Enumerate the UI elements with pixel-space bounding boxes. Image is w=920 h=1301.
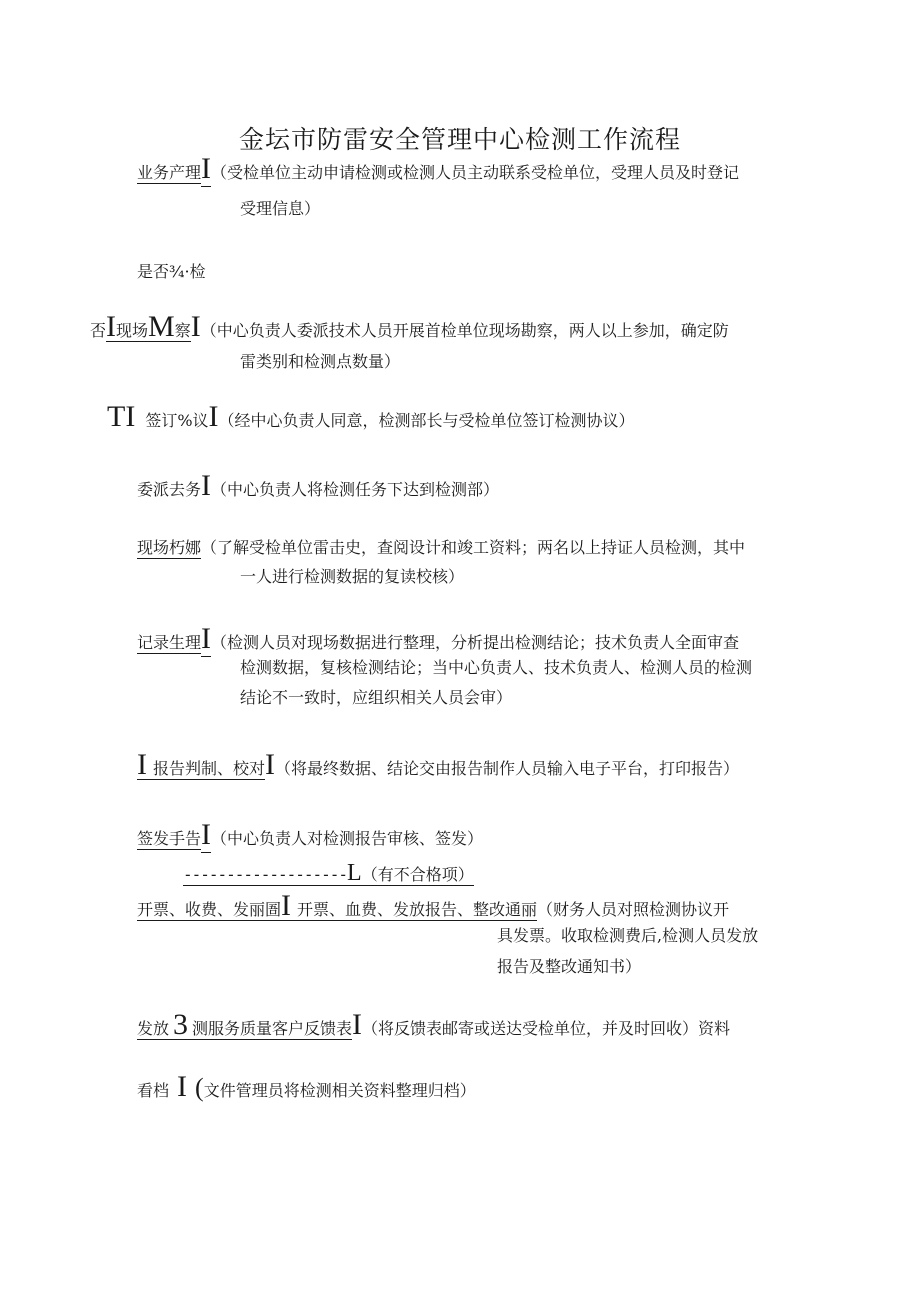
step-sign-agreement xyxy=(107,402,635,432)
branch-dash-line: ------------------- xyxy=(183,865,348,884)
page-title: 金坛市防雷安全管理中心检测工作流程 xyxy=(238,125,681,154)
step-feedback-label-2: 测服务质量客户反馈表 xyxy=(192,1019,353,1038)
step-field-test-label: 现场朽娜 xyxy=(137,538,202,557)
step-sign-agreement-mark-t: TI xyxy=(107,400,136,433)
step-archive-mark: I xyxy=(177,1070,188,1103)
step-record-process-label: 记录生理 xyxy=(137,633,202,652)
step-feedback-mark-3: 3 xyxy=(173,1008,189,1041)
step-site-survey xyxy=(90,312,729,342)
step-site-survey-desc-cont: 雷类别和检测点数量） xyxy=(240,352,401,371)
step-site-survey-mark-1: I xyxy=(106,310,117,343)
step-archive-paren: ( xyxy=(195,1073,204,1102)
step-assign-task xyxy=(137,471,499,501)
step-assign-task-label: 委派去务 xyxy=(137,480,202,499)
step-record-process-mark: I xyxy=(201,622,212,655)
step-issue-report-desc: （中心负责人对检测报告审核、签发） xyxy=(211,829,484,848)
step-record-process-desc-3: 结论不一致时，应组织相关人员会审） xyxy=(240,688,513,707)
step-assign-task-mark: I xyxy=(201,469,212,502)
step-site-survey-mark-2: I xyxy=(190,310,201,343)
step-archive xyxy=(137,1072,476,1103)
branch-no-label: 否 xyxy=(90,321,107,340)
branch-mark: L xyxy=(347,860,362,886)
step-intake-desc: （受检单位主动申请检测或检测人员主动联系受检单位，受理人员及时登记 xyxy=(211,163,740,182)
step-issue-report-label: 签发手告 xyxy=(137,829,202,848)
step-record-process-desc: （检测人员对现场数据进行整理，分析提出检测结论；技术负责人全面审查 xyxy=(211,633,740,652)
step-site-survey-desc: （中心负责人委派技术人员开展首检单位现场勘察，两人以上参加，确定防 xyxy=(200,321,729,340)
step-report-compile-mark-2: I xyxy=(265,748,276,781)
step-feedback-form xyxy=(137,1010,730,1040)
step-first-inspection-question: 是否¾·检 xyxy=(137,262,206,281)
step-billing-mark: I xyxy=(281,889,292,922)
step-archive-desc: 文件管理员将检测相关资料整理归档） xyxy=(203,1081,476,1100)
step-site-survey-mark-m: M xyxy=(148,310,175,343)
step-site-survey-label-2: 察 xyxy=(174,321,191,340)
step-site-survey-label-1: 现场 xyxy=(116,321,149,340)
step-intake-mark: I xyxy=(201,152,212,185)
branch-unqualified xyxy=(183,858,474,888)
step-report-compile-mark-1: I xyxy=(137,748,147,781)
step-feedback-desc: （将反馈表邮寄或送达受检单位，并及时回收）资料 xyxy=(362,1019,731,1038)
step-intake-label: 业务产理 xyxy=(137,163,202,182)
step-report-compile-desc: （将最终数据、结论交由报告制作人员输入电子平台，打印报告） xyxy=(275,759,740,778)
step-intake xyxy=(137,154,739,184)
step-feedback-mark: I xyxy=(352,1008,363,1041)
branch-unqualified-text: （有不合格项） xyxy=(361,865,474,884)
step-sign-agreement-mark: I xyxy=(208,400,219,433)
step-issue-report xyxy=(137,820,483,850)
step-billing-desc-3: 报告及整改通知书） xyxy=(497,957,642,976)
step-billing xyxy=(137,891,729,921)
step-sign-agreement-label: 签订%议 xyxy=(145,411,209,430)
step-billing-desc: （财务人员对照检测协议开 xyxy=(537,900,730,919)
step-archive-label: 看档 xyxy=(137,1081,170,1100)
step-field-test-desc-cont: 一人进行检测数据的复读校核） xyxy=(240,567,465,586)
step-field-test xyxy=(137,538,745,558)
step-feedback-label-1: 发放 xyxy=(137,1019,170,1038)
step-record-process-desc-2: 检测数据，复核检测结论；当中心负责人、技术负责人、检测人员的检测 xyxy=(240,658,753,677)
step-field-test-desc: （了解受检单位雷击史，查阅设计和竣工资料；两名以上持证人员检测，其中 xyxy=(201,538,746,557)
step-report-compile xyxy=(137,750,739,780)
step-record-process xyxy=(137,624,739,654)
step-report-compile-label: 报告判制、校对 xyxy=(153,759,266,778)
step-sign-agreement-desc: （经中心负责人同意，检测部长与受检单位签订检测协议） xyxy=(218,411,635,430)
step-billing-desc-2: 具发票。收取检测费后,检测人员发放 xyxy=(497,926,759,945)
step-intake-desc-cont: 受理信息） xyxy=(240,199,321,218)
step-issue-report-mark: I xyxy=(201,818,212,851)
step-billing-label-2: 开票、血费、发放报告、整改通丽 xyxy=(297,900,538,919)
step-assign-task-desc: （中心负责人将检测任务下达到检测部） xyxy=(211,480,500,499)
step-billing-label-1: 开票、收费、发丽圄 xyxy=(137,900,282,919)
